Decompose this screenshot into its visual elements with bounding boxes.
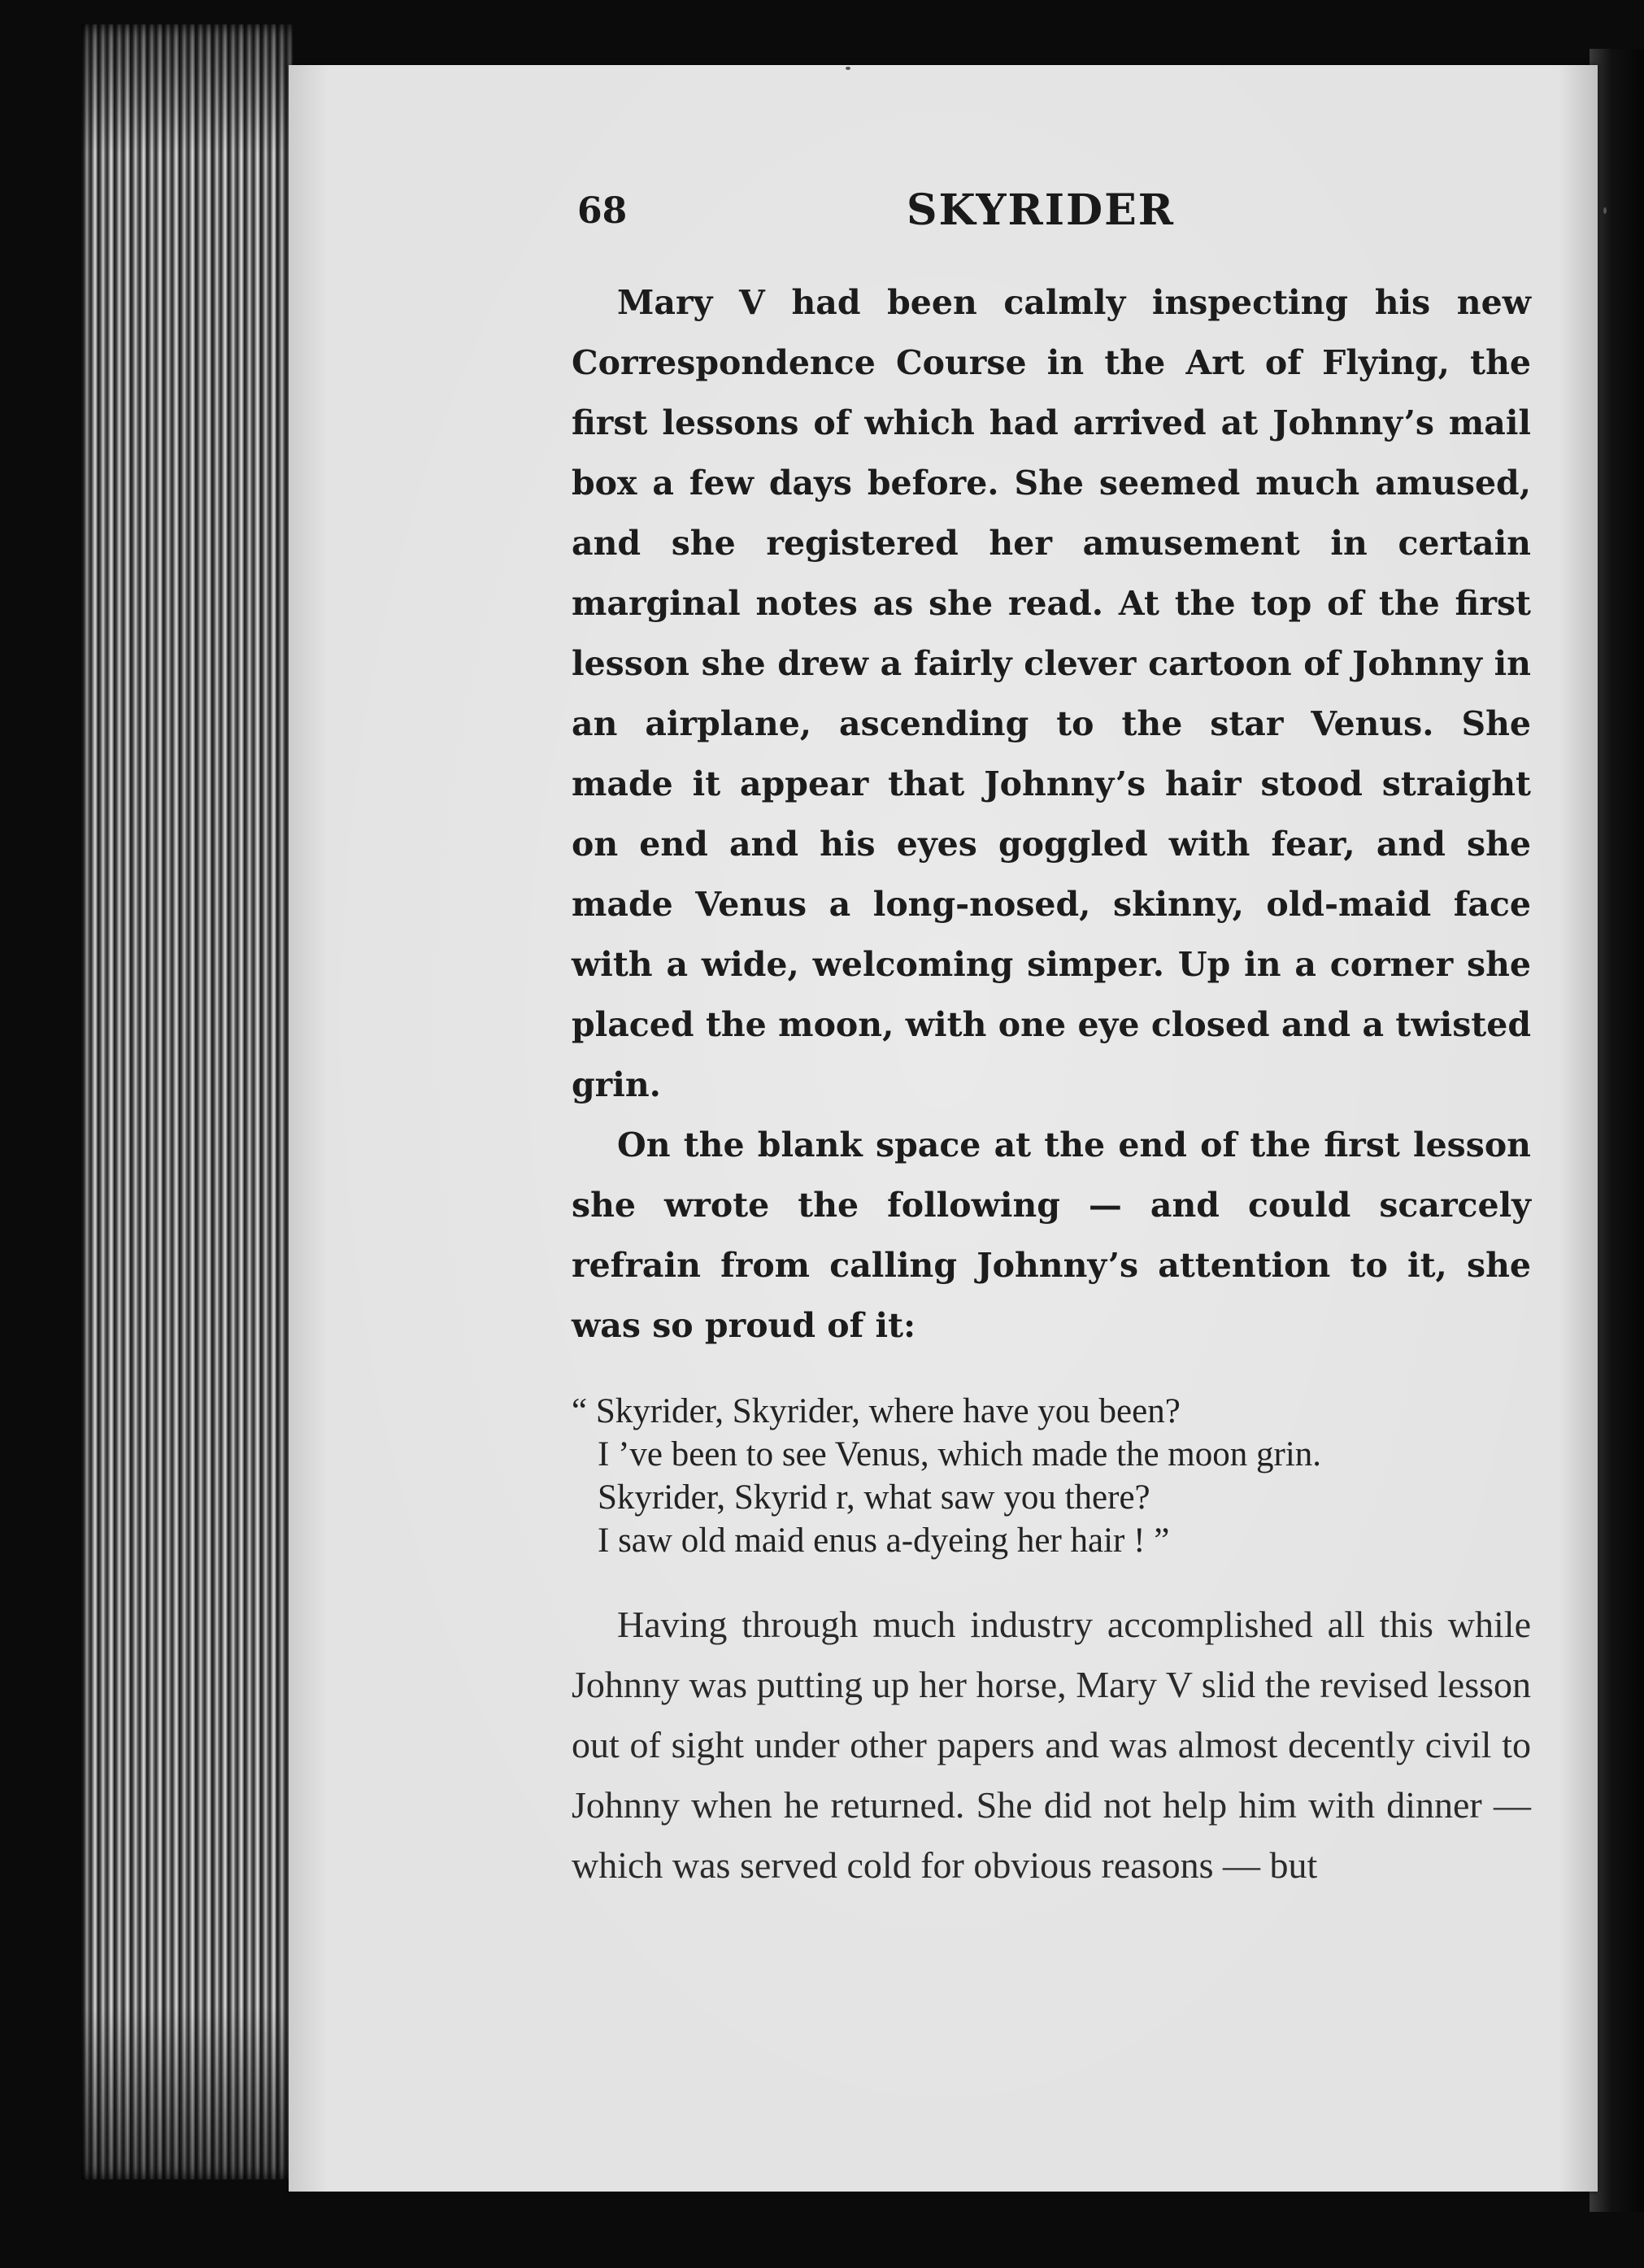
- page-number: 68: [577, 190, 628, 232]
- binding-shadow: [1590, 49, 1644, 2212]
- poem-line-1: “ Skyrider, Skyrider, where have you been?: [572, 1392, 1181, 1430]
- poem-line-3: Skyrider, Skyrid r, what saw you there?: [598, 1478, 1150, 1517]
- page-edges: [81, 24, 293, 2179]
- poem-line-4: I saw old maid enus a-dyeing her hair ! ”: [598, 1521, 1170, 1560]
- poem: [572, 1390, 1531, 1562]
- paragraph-1: Mary V had been calmly inspecting his new Correspondence Course in the Art of Flying, the first lessons of which had arrived at Johnny’s mail box a few days before. She seemed much amused, and she registered her amusement in certain marginal notes as she read. At the top of the first lesson she drew a fairly clever cartoon of Johnny in an airplane, ascending to the star Venus. She made it appear that Johnny’s hair stood straight on end and his eyes goggled with fear, and she made Venus a long-nosed, skinny, old-maid face with a wide, welcoming simper. Up in a corner she placed the moon, with one eye closed and a twisted grin.: [572, 283, 1531, 1104]
- poem-line-2: I ’ve been to see Venus, which made the moon grin.: [598, 1435, 1322, 1474]
- scan-speck: [846, 67, 850, 70]
- scan-speck: [1603, 207, 1607, 214]
- paragraph-2: On the blank space at the end of the first lesson she wrote the following — and could scarcely refrain from calling Johnny’s attention to it, she was so proud of it:: [572, 1125, 1531, 1345]
- page-header: [577, 185, 1211, 242]
- page-body: [572, 272, 1531, 1896]
- running-title: SKYRIDER: [907, 185, 1175, 235]
- paragraph-3: Having through much industry accomplished all this while Johnny was putting up her horse, Mary V slid the revised lesson out of sight under other papers and was almost decently civil to Johnny when he returned. She did not help him with dinner — which was served cold for obvious reasons — but: [572, 1604, 1531, 1886]
